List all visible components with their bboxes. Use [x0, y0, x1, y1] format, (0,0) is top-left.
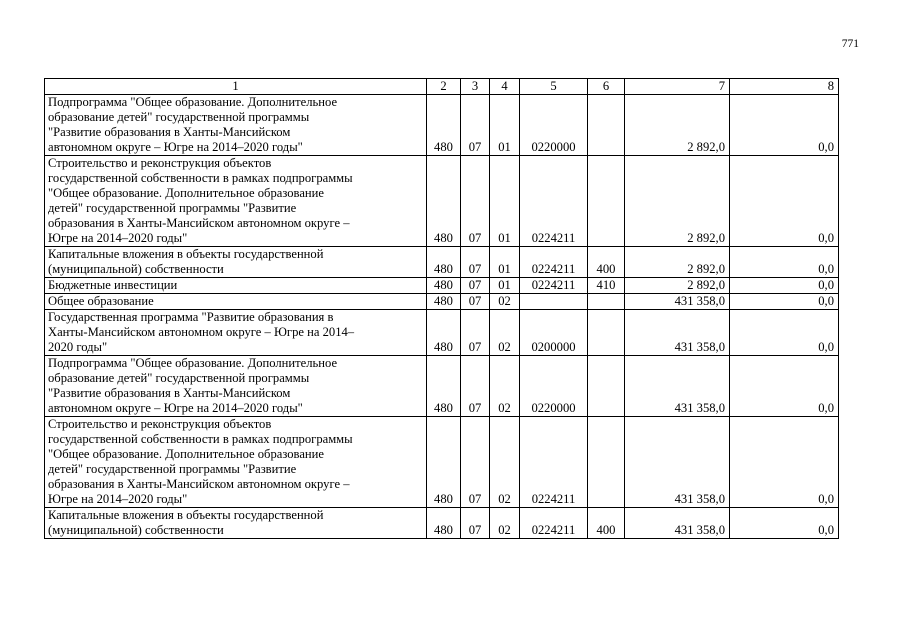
cell-code: 480	[427, 508, 461, 539]
cell-subsection: 02	[490, 356, 520, 417]
cell-section: 07	[461, 356, 490, 417]
cell-subsection: 01	[490, 95, 520, 156]
cell-target-article: 0224211	[520, 417, 588, 508]
cell-target-article: 0224211	[520, 508, 588, 539]
cell-expense-type: 410	[588, 278, 625, 294]
table-row	[45, 278, 839, 294]
cell-subsection: 01	[490, 278, 520, 294]
column-header: 3	[461, 79, 490, 95]
cell-subsection: 02	[490, 310, 520, 356]
cell-code: 480	[427, 294, 461, 310]
cell-expense-type	[588, 356, 625, 417]
cell-amount-2: 0,0	[730, 417, 839, 508]
column-header: 6	[588, 79, 625, 95]
cell-subsection: 02	[490, 294, 520, 310]
cell-target-article: 0200000	[520, 310, 588, 356]
table-row	[45, 356, 839, 417]
cell-target-article: 0220000	[520, 356, 588, 417]
row-description: Капитальные вложения в объекты государственной (муниципальной) собственности	[45, 508, 427, 539]
table-row	[45, 294, 839, 310]
cell-code: 480	[427, 278, 461, 294]
cell-target-article: 0224211	[520, 156, 588, 247]
row-description: Бюджетные инвестиции	[45, 278, 427, 294]
cell-code: 480	[427, 156, 461, 247]
cell-amount: 431 358,0	[625, 294, 730, 310]
row-description: Строительство и реконструкция объектов государственной собственности в рамках подпрограммы "Общее образование. Дополнительное образование детей" государственной программы "Развитие образования в Ханты-Мансийском автономном округе – Югре на 2014–2020 годы"	[45, 156, 427, 247]
cell-subsection: 01	[490, 247, 520, 278]
cell-expense-type	[588, 156, 625, 247]
column-header: 8	[730, 79, 839, 95]
cell-subsection: 02	[490, 508, 520, 539]
table-row	[45, 310, 839, 356]
cell-amount: 431 358,0	[625, 310, 730, 356]
cell-amount-2: 0,0	[730, 310, 839, 356]
cell-code: 480	[427, 417, 461, 508]
cell-section: 07	[461, 156, 490, 247]
cell-expense-type	[588, 417, 625, 508]
cell-amount: 2 892,0	[625, 278, 730, 294]
cell-expense-type	[588, 294, 625, 310]
cell-section: 07	[461, 508, 490, 539]
column-header: 1	[45, 79, 427, 95]
column-header: 2	[427, 79, 461, 95]
cell-amount: 2 892,0	[625, 156, 730, 247]
cell-amount: 2 892,0	[625, 95, 730, 156]
cell-target-article: 0224211	[520, 278, 588, 294]
table-row	[45, 95, 839, 156]
row-description: Государственная программа "Развитие образования в Ханты-Мансийском автономном округе – Югре на 2014– 2020 годы"	[45, 310, 427, 356]
cell-amount: 2 892,0	[625, 247, 730, 278]
table-row	[45, 156, 839, 247]
cell-amount-2: 0,0	[730, 278, 839, 294]
cell-code: 480	[427, 95, 461, 156]
row-description: Подпрограмма "Общее образование. Дополнительное образование детей" государственной программы "Развитие образования в Ханты-Мансийском автономном округе – Югре на 2014–2020 годы"	[45, 95, 427, 156]
cell-section: 07	[461, 310, 490, 356]
cell-section: 07	[461, 95, 490, 156]
column-header: 4	[490, 79, 520, 95]
cell-amount-2: 0,0	[730, 156, 839, 247]
cell-expense-type	[588, 95, 625, 156]
cell-subsection: 02	[490, 417, 520, 508]
cell-target-article: 0224211	[520, 247, 588, 278]
row-description: Капитальные вложения в объекты государственной (муниципальной) собственности	[45, 247, 427, 278]
cell-expense-type: 400	[588, 247, 625, 278]
row-description: Общее образование	[45, 294, 427, 310]
header-row	[45, 79, 839, 95]
cell-code: 480	[427, 247, 461, 278]
cell-amount: 431 358,0	[625, 356, 730, 417]
table-row	[45, 417, 839, 508]
cell-amount-2: 0,0	[730, 95, 839, 156]
cell-expense-type	[588, 310, 625, 356]
cell-amount-2: 0,0	[730, 356, 839, 417]
cell-section: 07	[461, 278, 490, 294]
cell-code: 480	[427, 310, 461, 356]
cell-target-article	[520, 294, 588, 310]
table-row	[45, 247, 839, 278]
column-header: 5	[520, 79, 588, 95]
cell-target-article: 0220000	[520, 95, 588, 156]
cell-section: 07	[461, 247, 490, 278]
cell-subsection: 01	[490, 156, 520, 247]
cell-amount-2: 0,0	[730, 294, 839, 310]
cell-code: 480	[427, 356, 461, 417]
cell-amount: 431 358,0	[625, 508, 730, 539]
row-description: Подпрограмма "Общее образование. Дополнительное образование детей" государственной программы "Развитие образования в Ханты-Мансийском автономном округе – Югре на 2014–2020 годы"	[45, 356, 427, 417]
cell-section: 07	[461, 294, 490, 310]
table-row	[45, 508, 839, 539]
column-header: 7	[625, 79, 730, 95]
row-description: Строительство и реконструкция объектов государственной собственности в рамках подпрограммы "Общее образование. Дополнительное образование детей" государственной программы "Развитие образования в Ханты-Мансийском автономном округе – Югре на 2014–2020 годы"	[45, 417, 427, 508]
cell-amount-2: 0,0	[730, 247, 839, 278]
budget-table	[44, 78, 839, 539]
cell-expense-type: 400	[588, 508, 625, 539]
cell-amount-2: 0,0	[730, 508, 839, 539]
cell-section: 07	[461, 417, 490, 508]
cell-amount: 431 358,0	[625, 417, 730, 508]
page-number: 771	[841, 38, 859, 50]
